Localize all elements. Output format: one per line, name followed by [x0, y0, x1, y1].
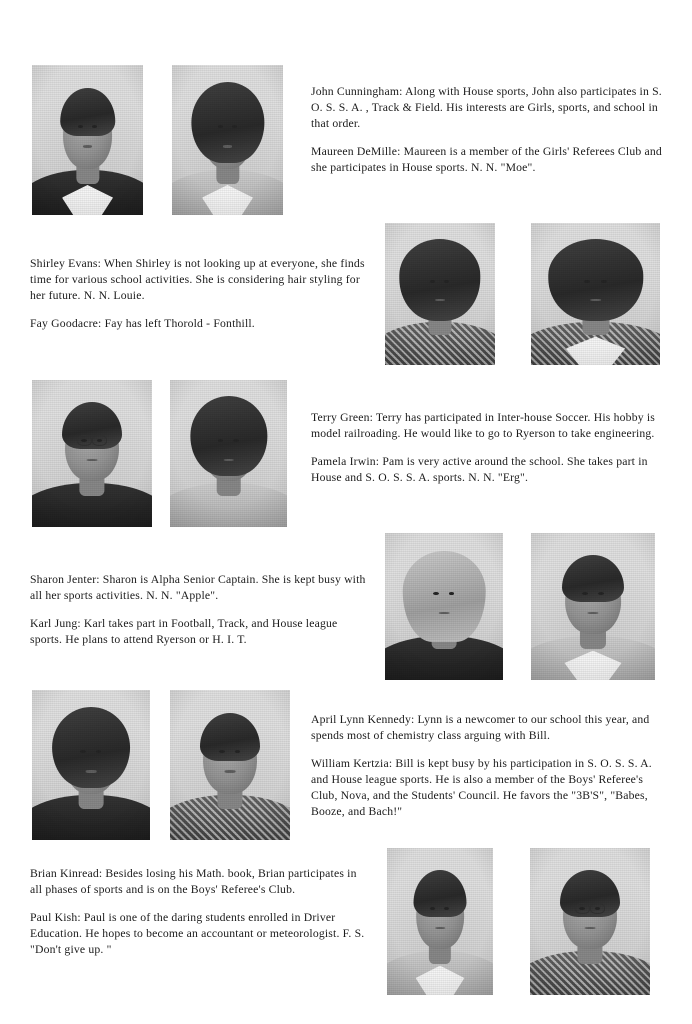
photo-vignette [385, 223, 495, 365]
entry-text-kennedy-kertzia [311, 712, 667, 821]
entry-kish: Paul Kish: Paul is one of the daring students enrolled in Driver Education. He hopes to become an accountant or meteorologist. F. S. "Don't give up. " [30, 911, 365, 957]
photo-green [32, 380, 152, 527]
entry-evans: Shirley Evans: When Shirley is not looking up at everyone, she finds time for various school activities. She is considering hair styling for her future. N. N. Louie. [30, 257, 365, 303]
photo-vignette [32, 65, 143, 215]
entry-jung: Karl Jung: Karl takes part in Football, Track, and House league sports. He plans to attend Ryerson or H. I. T. [30, 617, 338, 647]
entry-text-evans-goodacre [30, 256, 368, 332]
entry-kinread: Brian Kinread: Besides losing his Math. book, Brian participates in all phases of sports and is on the Boys' Referee's Club. [30, 867, 357, 897]
photo-irwin [170, 380, 287, 527]
photo-jung [531, 533, 655, 680]
photo-cunningham [32, 65, 143, 215]
photo-jenter [385, 533, 503, 680]
photo-demille [172, 65, 283, 215]
photo-vignette [32, 690, 150, 840]
entry-kertzia: William Kertzia: Bill is kept busy by his participation in S. O. S. S. A. and House league sports. He is also a member of the Boys' Referee's Club, Nova, and the Students' Council. He favors the "3B'S", "Babes, Booze, and Bach!" [311, 757, 652, 819]
entry-kennedy: April Lynn Kennedy: Lynn is a newcomer to our school this year, and spends most of chemistry class arguing with Bill. [311, 713, 650, 743]
entry-cunningham: John Cunningham: Along with House sports, John also participates in S. O. S. S. A. , Track & Field. His interests are Girls, sports, and school in that order. [311, 85, 662, 131]
photo-kertzia [170, 690, 290, 840]
photo-goodacre [531, 223, 660, 365]
photo-vignette [172, 65, 283, 215]
entry-text-cunningham-demille [311, 84, 663, 176]
photo-vignette [385, 533, 503, 680]
photo-kish [530, 848, 650, 995]
photo-vignette [531, 533, 655, 680]
photo-vignette [531, 223, 660, 365]
photo-kennedy [32, 690, 150, 840]
entry-text-jenter-jung [30, 572, 370, 648]
photo-vignette [170, 380, 287, 527]
entry-goodacre: Fay Goodacre: Fay has left Thorold - Fonthill. [30, 317, 255, 331]
photo-vignette [32, 380, 152, 527]
entry-green: Terry Green: Terry has participated in Inter-house Soccer. His hobby is model railroading. He would like to go to Ryerson to take engineering. [311, 411, 656, 441]
entry-text-green-irwin [311, 410, 663, 486]
entry-demille: Maureen DeMille: Maureen is a member of the Girls' Referees Club and she participates in House sports. N. N. "Moe". [311, 145, 662, 175]
photo-vignette [170, 690, 290, 840]
entry-irwin: Pamela Irwin: Pam is very active around the school. She takes part in House and S. O. S. S. A. sports. N. N. "Erg". [311, 455, 648, 485]
photo-vignette [387, 848, 493, 995]
photo-evans [385, 223, 495, 365]
entry-text-kinread-kish [30, 866, 370, 958]
photo-kinread [387, 848, 493, 995]
photo-vignette [530, 848, 650, 995]
entry-jenter: Sharon Jenter: Sharon is Alpha Senior Captain. She is kept busy with all her sports activities. N. N. "Apple". [30, 573, 366, 603]
